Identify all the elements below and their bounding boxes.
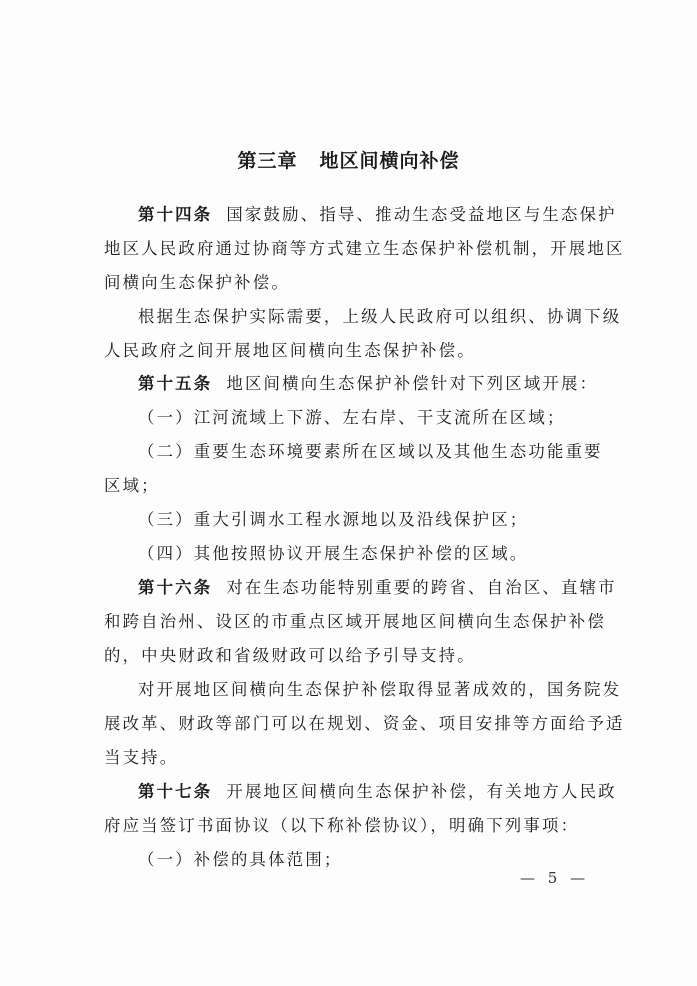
text-line [104, 679, 621, 701]
text-line [104, 645, 476, 667]
line-text: （一）补偿的具体范围； [138, 850, 343, 869]
line-text: 当支持。 [104, 748, 179, 767]
chapter-number: 第三章 [237, 150, 298, 172]
chapter-heading [0, 146, 697, 173]
line-text: 对开展地区间横向生态保护补偿取得显著成效的，国务院发 [138, 680, 622, 699]
text-line [104, 815, 579, 837]
text-line [104, 509, 528, 531]
line-text: 对在生态功能特别重要的跨省、自治区、直辖市 [226, 578, 617, 597]
text-line [104, 204, 617, 226]
text-line [104, 849, 343, 871]
line-text: （三）重大引调水工程水源地以及沿线保护区； [138, 510, 529, 529]
line-text: 国家鼓励、指导、推动生态受益地区与生态保护 [226, 205, 617, 224]
page-number: — 5 — [520, 869, 590, 887]
line-text: 的，中央财政和省级财政可以给予引导支持。 [104, 646, 476, 665]
line-text: 展改革、财政等部门可以在规划、资金、项目安排等方面给予适 [104, 714, 625, 733]
text-line [104, 577, 617, 599]
line-text: 根据生态保护实际需要，上级人民政府可以组织、协调下级 [138, 307, 622, 326]
line-text: （二）重要生态环境要素所在区域以及其他生态功能重要 [138, 442, 603, 461]
line-text: （一）江河流域上下游、左右岸、干支流所在区域； [138, 408, 566, 427]
text-line [104, 747, 178, 769]
text-line [104, 713, 625, 735]
line-text: 府应当签订书面协议（以下称补偿协议），明确下列事项： [104, 816, 580, 835]
article-label: 第十七条 [138, 782, 213, 801]
chapter-title: 地区间横向补偿 [319, 150, 460, 172]
text-line [104, 306, 621, 328]
line-text: 人民政府之间开展地区间横向生态保护补偿。 [104, 341, 476, 360]
line-text: 间横向生态保护补偿。 [104, 273, 290, 292]
text-line [104, 238, 625, 260]
text-line [104, 272, 290, 294]
text-line [104, 373, 598, 395]
text-line [104, 340, 476, 362]
line-text: （四）其他按照协议开展生态保护补偿的区域。 [138, 544, 529, 563]
line-text: 区域； [104, 476, 160, 495]
line-text: 和跨自治州、设区的市重点区域开展地区间横向生态保护补偿 [104, 612, 606, 631]
line-text: 地区间横向生态保护补偿针对下列区域开展： [226, 374, 599, 393]
text-line [104, 543, 528, 565]
article-label: 第十五条 [138, 374, 213, 393]
text-line [104, 441, 603, 463]
line-text: 开展地区间横向生态保护补偿，有关地方人民政 [226, 782, 617, 801]
article-label: 第十四条 [138, 205, 213, 224]
text-line [104, 611, 606, 633]
line-text: 地区人民政府通过协商等方式建立生态保护补偿机制，开展地区 [104, 239, 625, 258]
text-line [104, 781, 617, 803]
text-line [104, 475, 160, 497]
text-line [104, 407, 566, 429]
article-label: 第十六条 [138, 578, 213, 597]
